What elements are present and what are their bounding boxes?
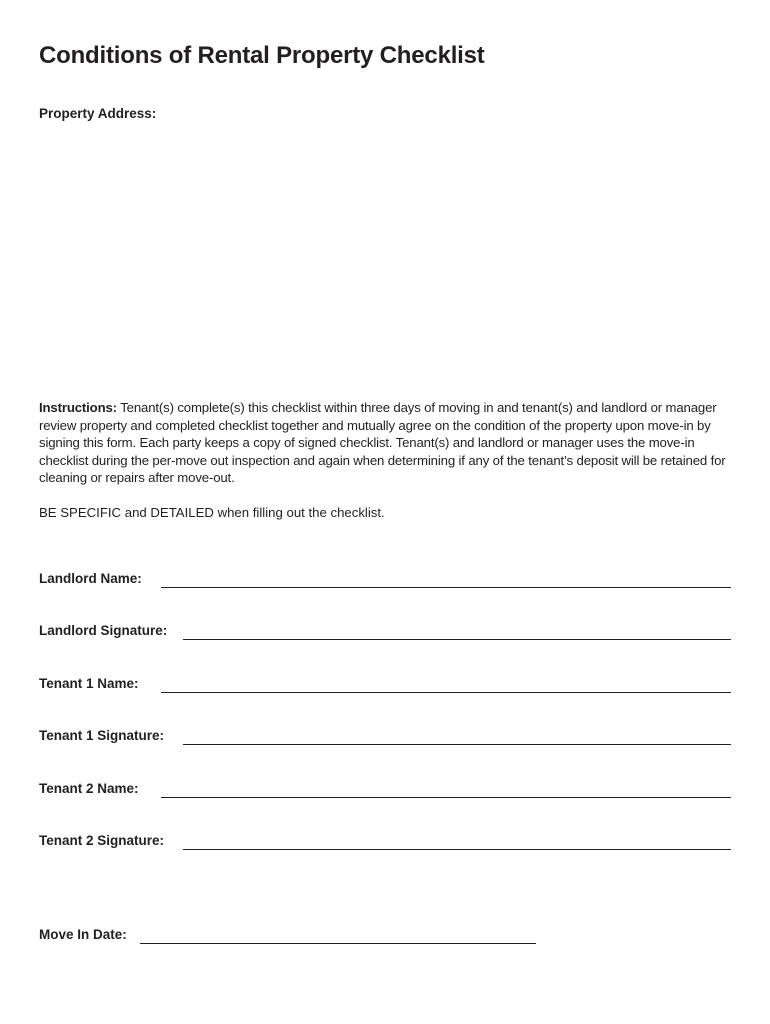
tenant2-signature-label: Tenant 2 Signature: <box>39 833 165 848</box>
instructions-body: Tenant(s) complete(s) this checklist within three days of moving in and tenant(s) and landlord or manager review property and completed checklist together and mutually agree on the condition of the property upon move-in by signing this form. Each party keeps a copy of signed checklist. Tenant(s) and landlord or manager uses the move-in checklist during the per-move out inspection and again when determining if any of the tenant’s deposit will be retained for cleaning or repairs after move-out. <box>39 400 726 486</box>
page-title: Conditions of Rental Property Checklist <box>39 42 485 69</box>
tenant1-signature-field[interactable] <box>183 728 731 745</box>
instructions-paragraph <box>39 399 739 487</box>
specific-note: BE SPECIFIC and DETAILED when filling out the checklist. <box>39 505 385 520</box>
landlord-signature-field[interactable] <box>183 623 731 640</box>
tenant1-name-label: Tenant 1 Name: <box>39 676 139 691</box>
instructions-lead: Instructions: <box>39 400 117 415</box>
tenant1-signature-label: Tenant 1 Signature: <box>39 728 165 743</box>
property-address-area[interactable] <box>39 130 729 380</box>
tenant2-name-label: Tenant 2 Name: <box>39 781 139 796</box>
tenant1-name-row <box>39 676 731 696</box>
move-in-date-label: Move In Date: <box>39 927 127 942</box>
tenant2-signature-field[interactable] <box>183 833 731 850</box>
tenant2-name-row <box>39 781 731 801</box>
tenant2-name-field[interactable] <box>161 781 731 798</box>
landlord-name-row <box>39 571 731 591</box>
move-in-date-field[interactable] <box>140 927 536 944</box>
property-address-label: Property Address: <box>39 106 157 121</box>
landlord-name-label: Landlord Name: <box>39 571 142 586</box>
landlord-name-field[interactable] <box>161 571 731 588</box>
landlord-signature-label: Landlord Signature: <box>39 623 168 638</box>
landlord-signature-row <box>39 623 731 643</box>
tenant1-signature-row <box>39 728 731 748</box>
move-in-date-row <box>39 927 536 947</box>
tenant1-name-field[interactable] <box>161 676 731 693</box>
tenant2-signature-row <box>39 833 731 853</box>
